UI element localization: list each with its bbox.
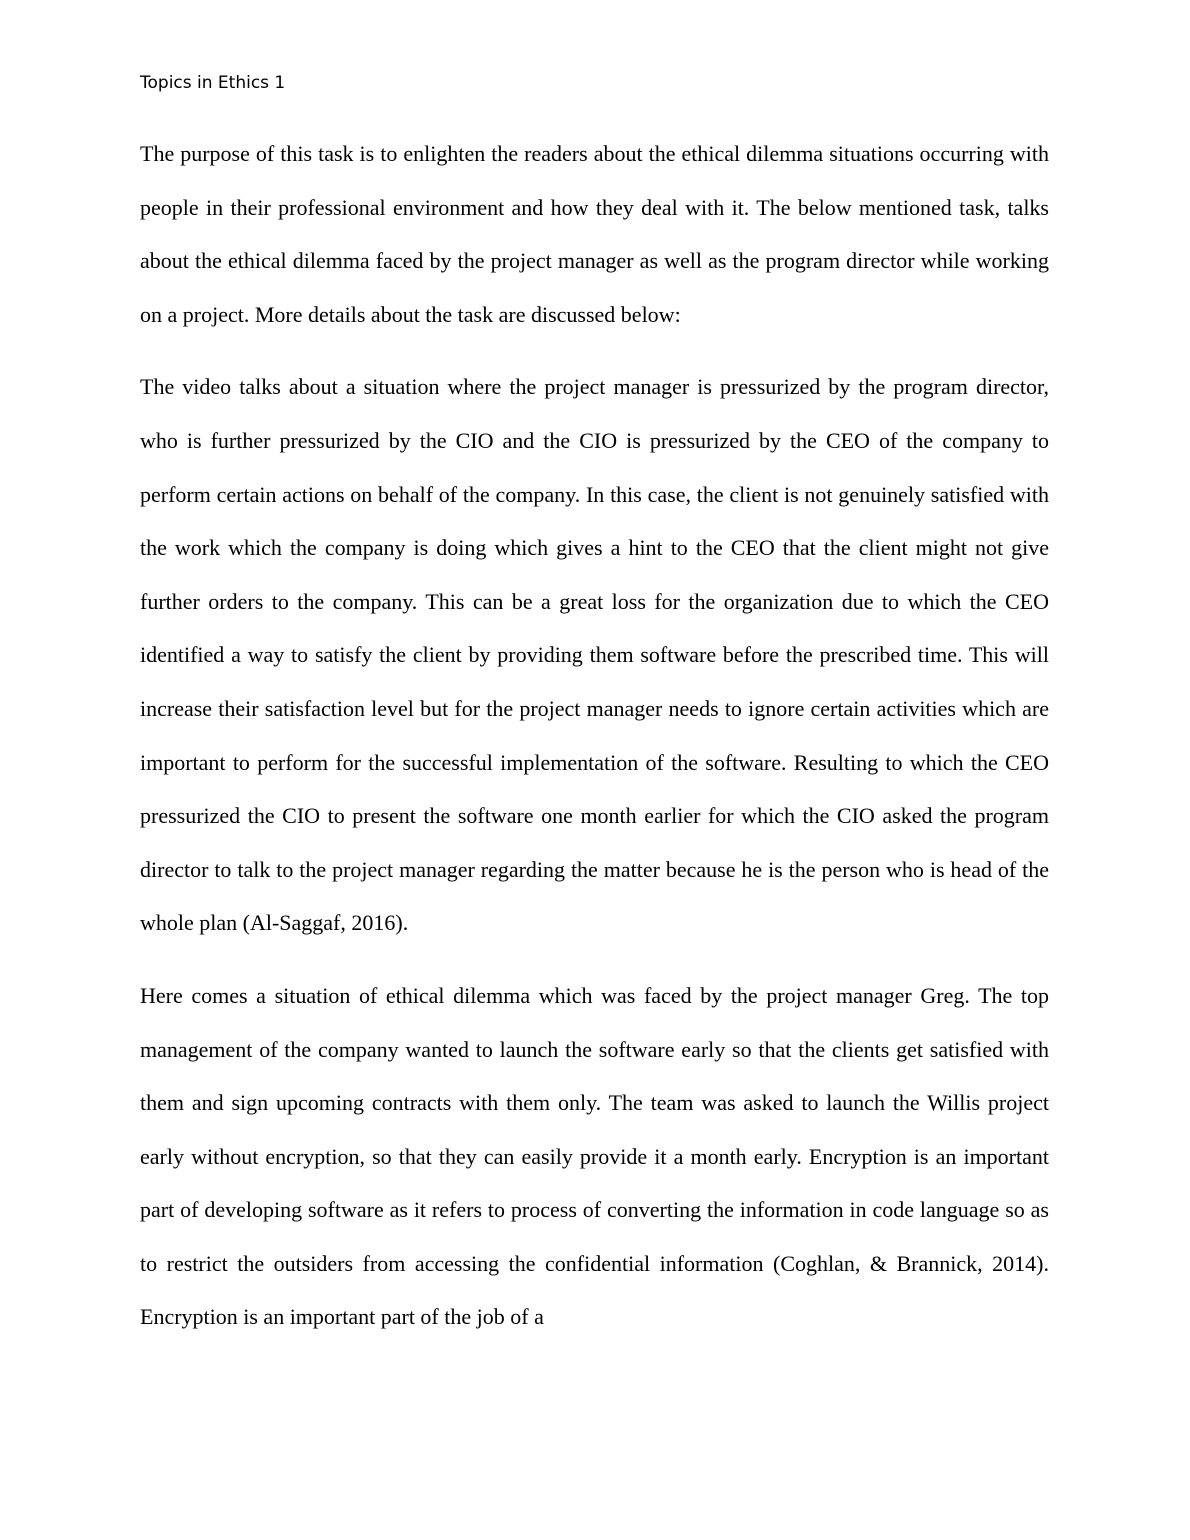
body-text xyxy=(140,127,1049,1363)
paragraph-intro: The purpose of this task is to enlighten the readers about the ethical dilemma situations occurring with people in their professional environment and how they deal with it. The below mentioned task, talks about the ethical dilemma faced by the project manager as well as the program director while working on a project. More details about the task are discussed below: xyxy=(140,141,1049,327)
paragraph-video-situation: The video talks about a situation where the project manager is pressurized by the program director, who is further pressurized by the CIO and the CIO is pressurized by the CEO of the company to perform certain actions on behalf of the company. In this case, the client is not genuinely satisfied with the work which the company is doing which gives a hint to the CEO that the client might not give further orders to the company. This can be a great loss for the organization due to which the CEO identified a way to satisfy the client by providing them software before the prescribed time. This will increase their satisfaction level but for the project manager needs to ignore certain activities which are important to perform for the successful implementation of the software. Resulting to which the CEO pressurized the CIO to present the software one month earlier for which the CIO asked the program director to talk to the project manager regarding the matter because he is the person who is head of the whole plan (Al-Saggaf, 2016). xyxy=(140,374,1049,936)
paragraph-ethical-dilemma: Here comes a situation of ethical dilemma which was faced by the project manager Greg. The top management of the company wanted to launch the software early so that the clients get satisfied with them and sign upcoming contracts with them only. The team was asked to launch the Willis project early without encryption, so that they can easily provide it a month early. Encryption is an important part of developing software as it refers to process of converting the information in code language so as to restrict the outsiders from accessing the confidential information (Coghlan, & Brannick, 2014). Encryption is an important part of the job of a xyxy=(140,982,1049,1330)
running-head: Topics in Ethics 1 xyxy=(140,73,286,93)
